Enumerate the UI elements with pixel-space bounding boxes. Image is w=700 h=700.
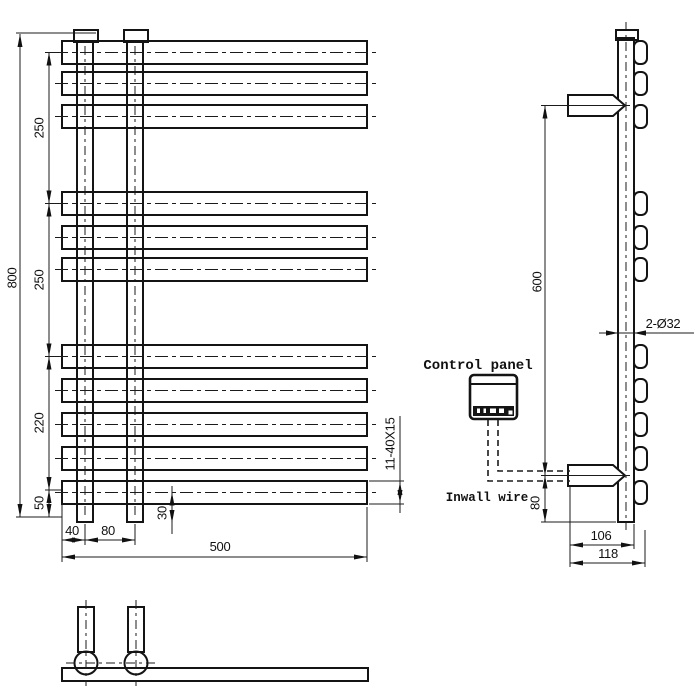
tube-diameter-label: 2-Ø32 (645, 316, 681, 331)
inwall-wire-outer (488, 420, 570, 481)
inwall-wire-inner (498, 420, 570, 471)
dim-label-40: 40 (65, 523, 79, 538)
towel-bar-centerlines-front (55, 53, 376, 493)
towel-bars-front (62, 41, 367, 504)
dim-label-80-side: 80 (527, 496, 543, 510)
dim-label-220: 220 (31, 412, 47, 434)
dim-label-250-top: 250 (31, 117, 47, 139)
bar-spec-label: 11-40X15 (382, 417, 398, 471)
dim-label-80-front: 80 (101, 523, 115, 538)
inwall-wire-label: Inwall wire (445, 491, 529, 505)
control-panel-box (470, 375, 517, 419)
dim-label-50: 50 (31, 496, 47, 510)
control-panel-label: Control panel (423, 358, 533, 374)
front-extension-lines (16, 33, 367, 562)
tube-diameter-leader (599, 330, 694, 335)
front-view (4, 30, 404, 562)
dim-label-800: 800 (4, 267, 20, 289)
top-view (62, 600, 368, 686)
dim-label-30: 30 (154, 506, 170, 520)
bar-top-view (62, 668, 368, 681)
dim-label-106: 106 (590, 528, 612, 543)
dim-label-500: 500 (209, 539, 231, 554)
side-view (423, 22, 694, 567)
dim-label-118: 118 (598, 546, 618, 561)
dim-label-250-mid: 250 (31, 269, 47, 291)
dim-label-600: 600 (529, 271, 545, 293)
towel-bars-side (634, 41, 647, 504)
